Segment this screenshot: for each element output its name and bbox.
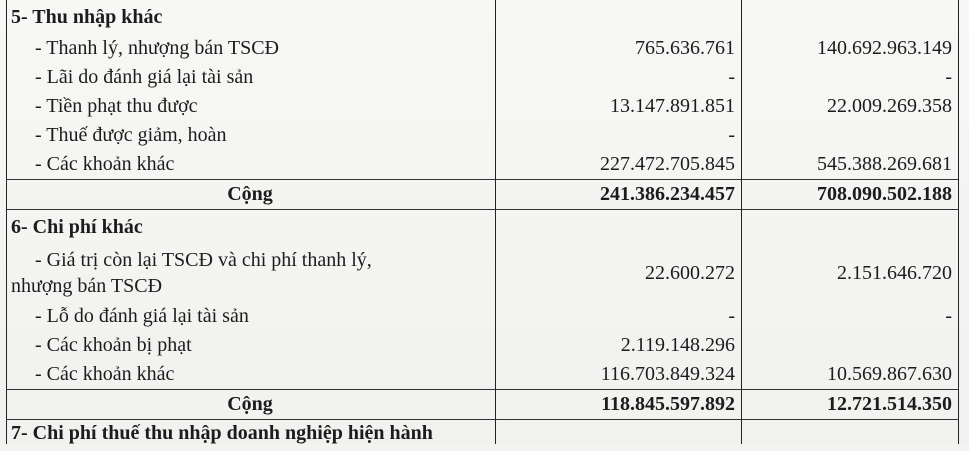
previous-period-value: 22.009.269.358 (742, 92, 959, 121)
section-title: 6- Chi phí khác (7, 210, 496, 245)
current-period-value: 116.703.849.324 (496, 360, 742, 390)
table-row (7, 34, 959, 63)
current-period-value: 13.147.891.851 (496, 92, 742, 121)
row-label: - Thuế được giảm, hoàn (7, 121, 496, 150)
row-label: - Các khoản bị phạt (7, 331, 496, 360)
empty-cell (496, 210, 742, 245)
table-row (7, 92, 959, 121)
previous-period-value: 545.388.269.681 (742, 150, 959, 180)
current-period-value: 2.119.148.296 (496, 331, 742, 360)
section-title: 5- Thu nhập khác (7, 0, 496, 34)
total-label: Cộng (7, 390, 496, 420)
empty-cell (496, 0, 742, 34)
financial-notes-table (6, 0, 959, 447)
row-label: - Các khoản khác (7, 360, 496, 390)
previous-period-value (742, 121, 959, 150)
previous-period-value: 2.151.646.720 (742, 244, 959, 302)
row-label (7, 244, 496, 302)
previous-period-total: 708.090.502.188 (742, 180, 959, 210)
previous-period-value: 140.692.963.149 (742, 34, 959, 63)
previous-period-value: - (742, 302, 959, 331)
empty-cell (742, 0, 959, 34)
row-label-line-2: nhượng bán TSCĐ (11, 275, 163, 297)
page-crop-edge (0, 444, 969, 451)
row-label: - Thanh lý, nhượng bán TSCĐ (7, 34, 496, 63)
table-row (7, 121, 959, 150)
current-period-value: - (496, 121, 742, 150)
empty-cell (496, 420, 742, 448)
empty-cell (742, 210, 959, 245)
row-label: - Lỗ do đánh giá lại tài sản (7, 302, 496, 331)
current-period-total: 118.845.597.892 (496, 390, 742, 420)
previous-period-value: - (742, 63, 959, 92)
row-label: - Các khoản khác (7, 150, 496, 180)
row-label: - Tiền phạt thu được (7, 92, 496, 121)
section-header-row (7, 420, 959, 448)
table-row (7, 360, 959, 390)
table-row (7, 331, 959, 360)
empty-cell (742, 420, 959, 448)
previous-period-total: 12.721.514.350 (742, 390, 959, 420)
current-period-value: 22.600.272 (496, 244, 742, 302)
current-period-value: 227.472.705.845 (496, 150, 742, 180)
current-period-value: - (496, 63, 742, 92)
total-row (7, 390, 959, 420)
current-period-value: - (496, 302, 742, 331)
row-label-line-1: - Giá trị còn lại TSCĐ và chi phí thanh lý, (35, 249, 372, 271)
section-header-row (7, 0, 959, 34)
table-row (7, 244, 959, 302)
previous-period-value: 10.569.867.630 (742, 360, 959, 390)
table-row (7, 63, 959, 92)
previous-period-value (742, 331, 959, 360)
total-label: Cộng (7, 180, 496, 210)
current-period-value: 765.636.761 (496, 34, 742, 63)
total-row (7, 180, 959, 210)
section-title: 7- Chi phí thuế thu nhập doanh nghiệp hiện hành (7, 420, 496, 448)
section-header-row (7, 210, 959, 245)
table-row (7, 150, 959, 180)
current-period-total: 241.386.234.457 (496, 180, 742, 210)
row-label: - Lãi do đánh giá lại tài sản (7, 63, 496, 92)
table-row (7, 302, 959, 331)
